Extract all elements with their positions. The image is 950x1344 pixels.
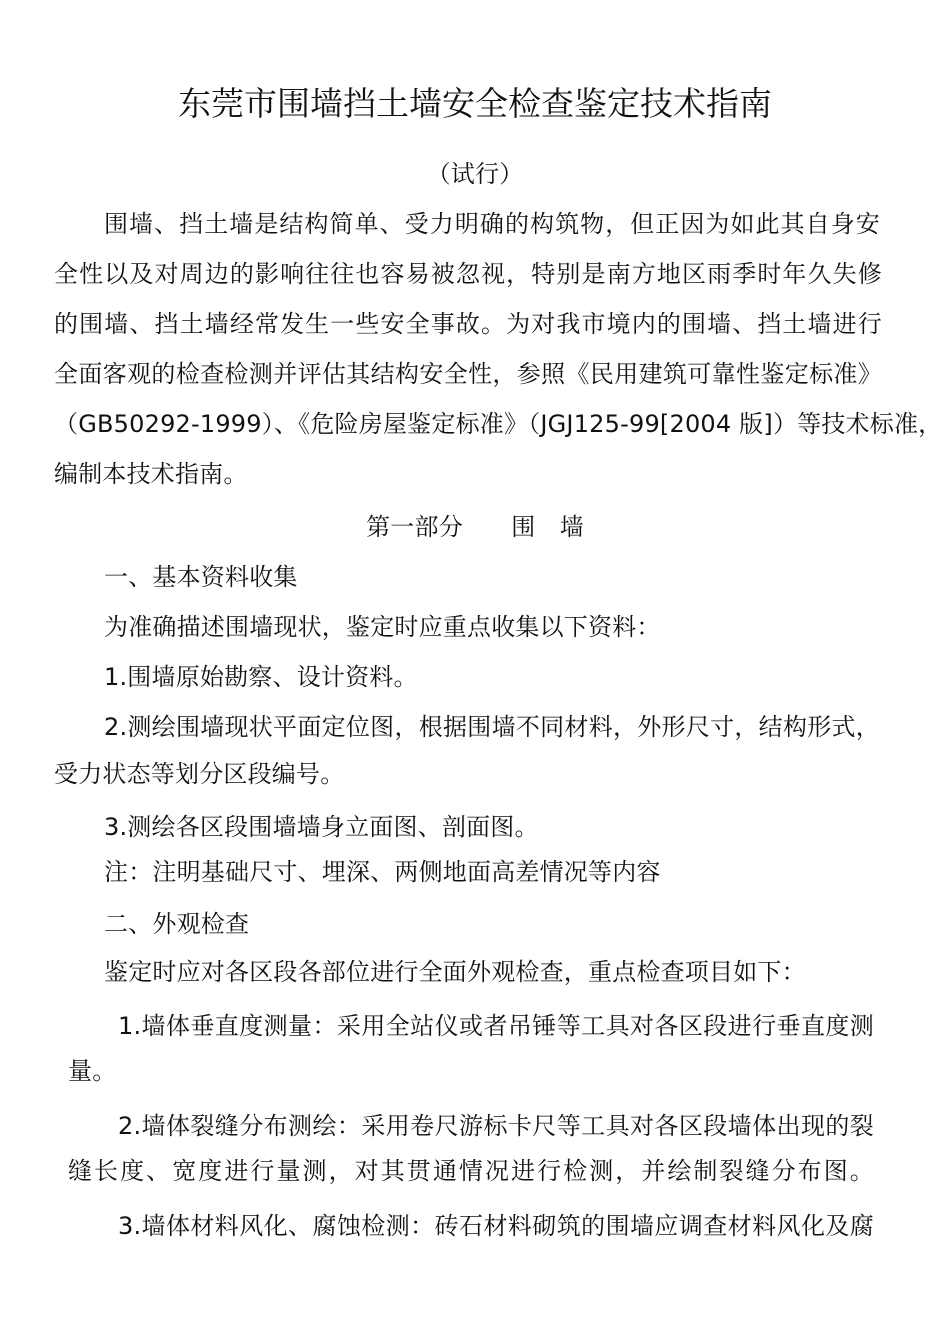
section-1-item-3: 3.测绘各区段围墙墙身立面图、剖面图。: [104, 813, 539, 841]
part-heading: 第一部分 围 墙: [366, 513, 584, 541]
intro-line-6: 编制本技术指南。: [54, 460, 248, 488]
intro-line-3: 的围墙、挡土墙经常发生一些安全事故。为对我市境内的围墙、挡土墙进行: [54, 310, 882, 338]
intro-line-4: 全面客观的检查检测并评估其结构安全性，参照《民用建筑可靠性鉴定标准》: [54, 360, 882, 388]
intro-line-2: 全性以及对周边的影响往往也容易被忽视，特别是南方地区雨季时年久失修: [54, 260, 882, 288]
document-title: 东莞市围墙挡土墙安全检查鉴定技术指南: [178, 84, 772, 123]
section-1-note: 注：注明基础尺寸、埋深、两侧地面高差情况等内容: [104, 858, 661, 886]
section-2-item-2-line-2: 缝长度、宽度进行量测，对其贯通情况进行检测，并绘制裂缝分布图。: [68, 1157, 874, 1185]
document-subtitle: （试行）: [426, 160, 524, 188]
section-2-item-3-line-1: 3.墙体材料风化、腐蚀检测：砖石材料砌筑的围墙应调查材料风化及腐: [118, 1212, 874, 1240]
section-1-item-2-line-1: 2.测绘围墙现状平面定位图，根据围墙不同材料，外形尺寸，结构形式，: [104, 713, 880, 741]
section-2-item-1-line-2: 量。: [68, 1057, 117, 1085]
section-1-heading: 一、基本资料收集: [104, 563, 298, 591]
section-2-item-2-line-1: 2.墙体裂缝分布测绘：采用卷尺游标卡尺等工具对各区段墙体出现的裂: [118, 1112, 874, 1140]
intro-line-5: （GB50292-1999）、《危险房屋鉴定标准》（JGJ125-99[2004 版]）等技术标准，: [54, 410, 943, 438]
section-2-lead: 鉴定时应对各区段各部位进行全面外观检查，重点检查项目如下：: [104, 958, 806, 986]
intro-line-1: 围墙、挡土墙是结构简单、受力明确的构筑物，但正因为如此其自身安: [104, 210, 880, 238]
section-1-item-1: 1.围墙原始勘察、设计资料。: [104, 663, 418, 691]
section-1-lead: 为准确描述围墙现状，鉴定时应重点收集以下资料：: [104, 613, 661, 641]
section-1-item-2-line-2: 受力状态等划分区段编号。: [54, 760, 345, 788]
section-2-heading: 二、外观检查: [104, 910, 250, 938]
section-2-item-1-line-1: 1.墙体垂直度测量：采用全站仪或者吊锤等工具对各区段进行垂直度测: [118, 1012, 874, 1040]
